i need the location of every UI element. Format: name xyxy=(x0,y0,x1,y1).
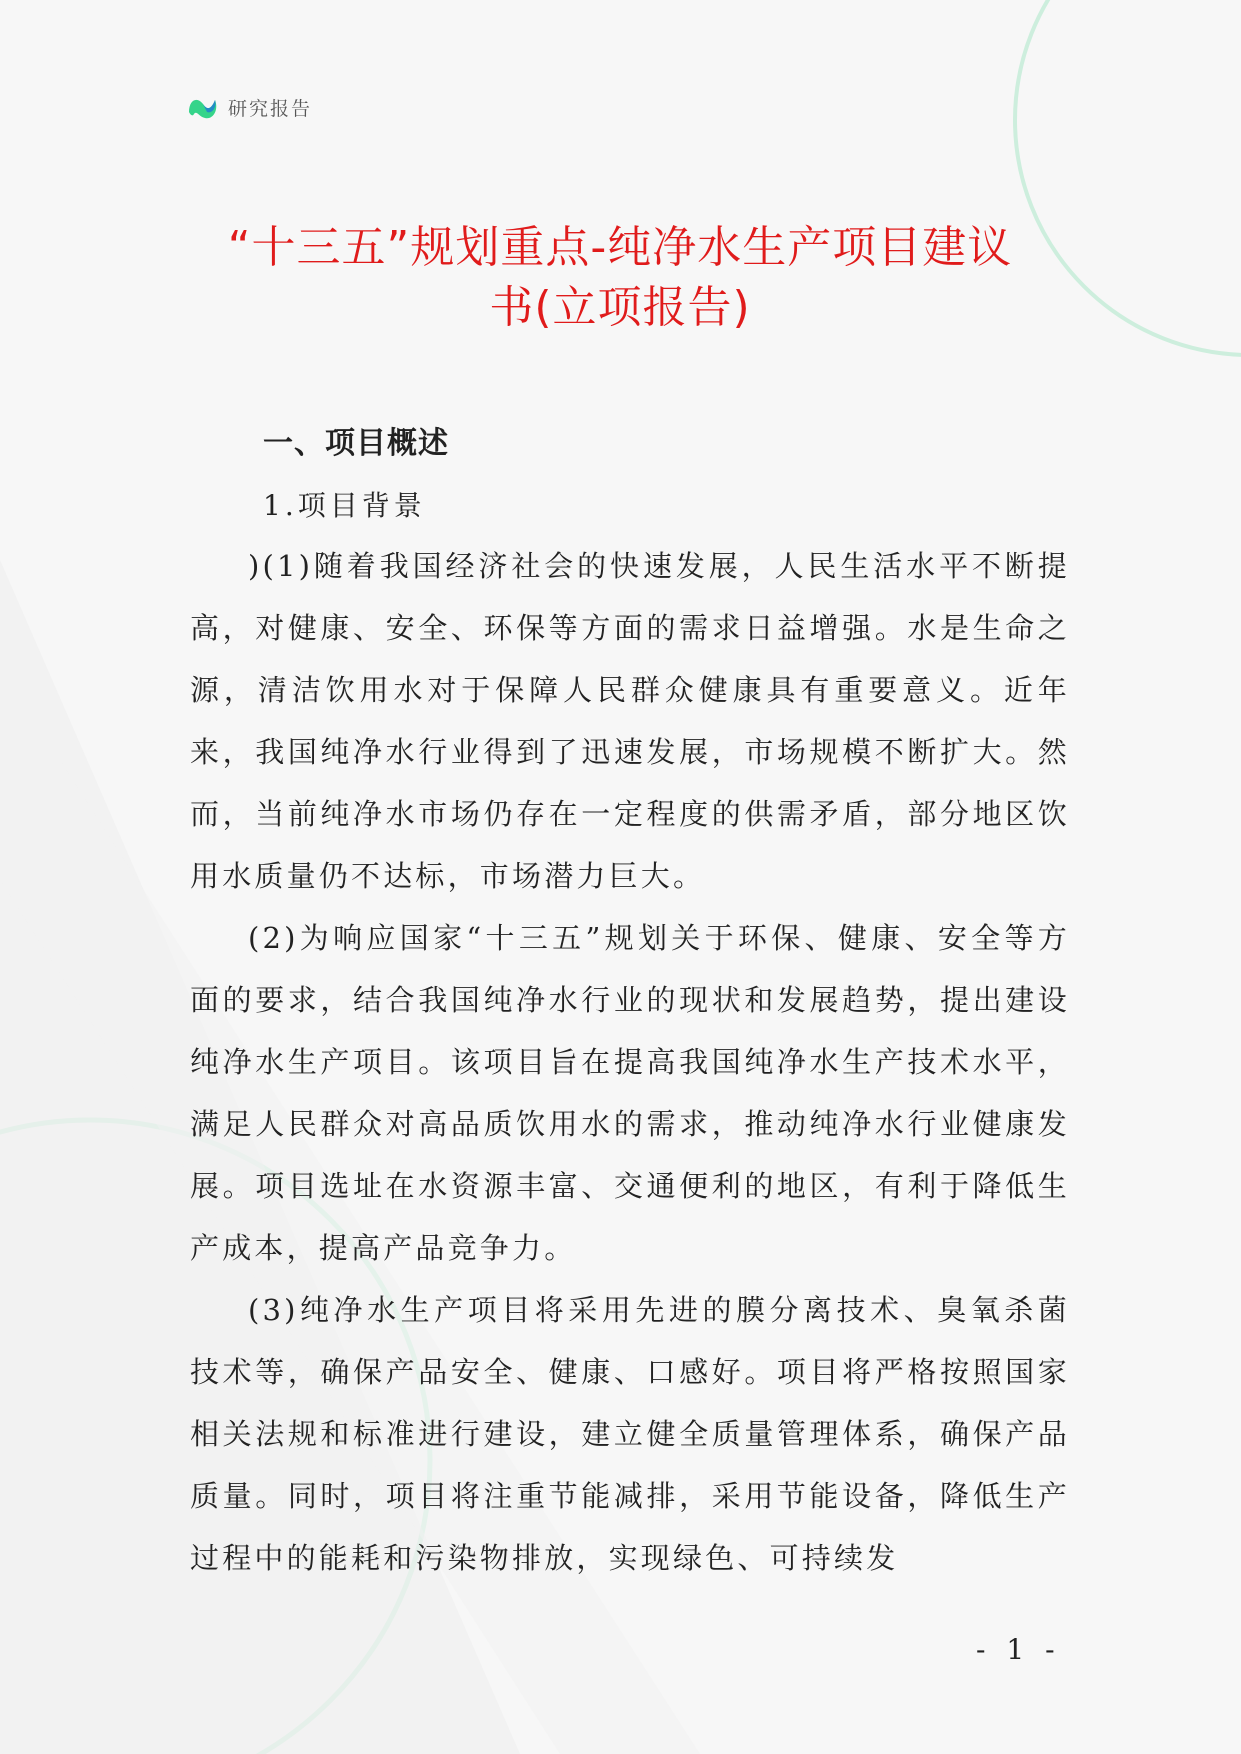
title-line-2: 书(立项报告) xyxy=(489,282,751,333)
paragraph: (3)纯净水生产项目将采用先进的膜分离技术、臭氧杀菌技术等，确保产品安全、健康、口感好。项目将严格按照国家相关法规和标准进行建设，建立健全质量管理体系，确保产品质量。同时，项目将注重节能减排，采用节能设备，降低生产过程中的能耗和污染物排放，实现绿色、可持续发 xyxy=(190,1293,1070,1575)
subsection-heading: 1.项目背景 xyxy=(263,489,426,522)
paragraph: (2)为响应国家“十三五”规划关于环保、健康、安全等方面的要求，结合我国纯净水行业的现状和发展趋势，提出建设纯净水生产项目。该项目旨在提高我国纯净水生产技术水平，满足人民群众对高品质饮用水的需求，推动纯净水行业健康发展。项目选址在水资源丰富、交通便利的地区，有利于降低生产成本，提高产品竞争力。 xyxy=(190,921,1070,1265)
body-text xyxy=(190,535,1070,1589)
leaf-logo-icon xyxy=(186,90,220,124)
document-title xyxy=(150,218,1090,338)
page-number: - 1 - xyxy=(976,1633,1061,1666)
title-line-1: “十三五”规划重点-纯净水生产项目建议 xyxy=(227,222,1013,273)
header-label: 研究报告 xyxy=(228,97,313,120)
report-header xyxy=(186,90,312,124)
paragraph: )(1)随着我国经济社会的快速发展，人民生活水平不断提高，对健康、安全、环保等方面的需求日益增强。水是生命之源，清洁饮用水对于保障人民群众健康具有重要意义。近年来，我国纯净水行业得到了迅速发展，市场规模不断扩大。然而，当前纯净水市场仍存在一定程度的供需矛盾，部分地区饮用水质量仍不达标，市场潜力巨大。 xyxy=(190,549,1070,893)
section-heading: 一、项目概述 xyxy=(263,426,449,461)
